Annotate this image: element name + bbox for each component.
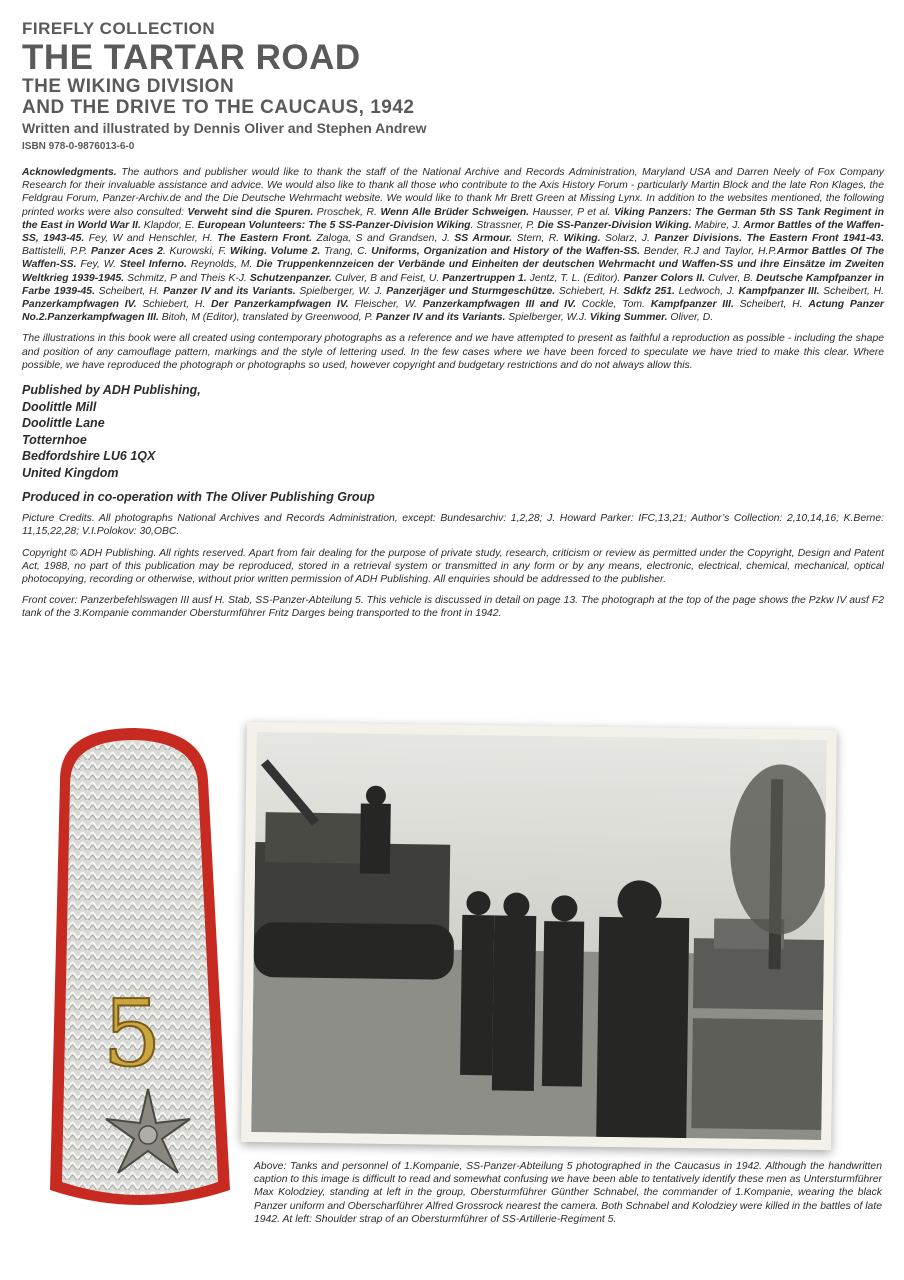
publisher-line: Bedfordshire LU6 1QX [22, 449, 156, 464]
copyright-notice: Copyright © ADH Publishing. All rights reserved. Apart from fair dealing for the purpose of private study, research, criticism or review as permitted under the Copyright, Design and Patent Act, 1988, no part of this publication may be reproduced, stored in a retrieval system or transmitted in any form or by any means, electronic, electrical, chemical, mechanical, optical photocopying, recording or otherwise, without prior written permission of ADH Publishing. All enquiries should be addressed to the publisher. [22, 547, 884, 586]
ack-text: Schmitz, P and Theis K-J. [124, 272, 250, 284]
credits-body [22, 166, 884, 629]
picture-credits: Picture Credits. All photographs National Archives and Records Administration, except: Bundesarchiv: 1,2,28; J. Howard Parker: IFC,13,21; Author’s Collection: 2,10,14,16; K.Berne: 11,15,22,28; V.I.Polokov: 30,OBC. [22, 513, 884, 538]
series-name: FIREFLY COLLECTION [22, 19, 216, 38]
historical-photo [241, 722, 837, 1150]
ack-text: Scheibert, H. [94, 285, 164, 297]
publisher-line: United Kingdom [22, 465, 119, 480]
publisher-line: Totternhoe [22, 432, 87, 447]
ack-text: . Strassner, P. [470, 219, 538, 231]
ack-work-title: Panzer IV and its Variants. [163, 285, 296, 297]
illustrations-paragraph: The illustrations in this book were all created using contemporary photographs as a reference and we have attempted to present as faithful a reproduction as possible - including the shape and position of any camouflage pattern, markings and the style of lettering used. In the few cases where we have been forced to speculate we have tried to make this clear. Where possible, we have reproduced the photograph or photographs so used, however copyright and budgetary restrictions and do not always allow this. [22, 333, 884, 371]
front-cover-note: Front cover: Panzerbefehlswagen III ausf H. Stab, SS-Panzer-Abteilung 5. This vehicle is discussed in detail on page 13. The photograph at the top of the page shows the Pzkw IV ausf F2 tank of the 3.Kompanie commander Obersturmführer Fritz Darges being transported to the front in 1942. [22, 595, 884, 620]
ack-text: Solarz, J. [600, 233, 655, 245]
ack-work-title: Panzer Divisions. The Eastern Front 1941-43. [654, 233, 884, 245]
ack-work-title: Verweht sind die Spuren. [187, 206, 314, 218]
ack-work-title: Panzerkampfwagen IV. [22, 299, 137, 311]
ack-text: Scheibert, H. [733, 299, 809, 311]
ack-work-title: Uniforms, Organization and History of the Waffen-SS. [371, 246, 641, 258]
ack-text: Ledwoch, J. [674, 285, 739, 297]
ack-text: Jentz, T. L. (Editor). [526, 272, 624, 284]
ack-work-title: Panzerkampfwagen III and IV. [422, 299, 576, 311]
ack-text: Reynolds, M. [186, 259, 257, 271]
acknowledgments-paragraph [22, 166, 884, 324]
ack-text: Fleischer, W. [348, 299, 423, 311]
ack-work-title: Schutzenpanzer. [249, 272, 332, 284]
ack-text: Battistelli, P.P. [22, 246, 91, 258]
publisher-address [22, 382, 884, 481]
shoulder-strap-image [40, 720, 245, 1220]
ack-text: Culver, B. [704, 272, 757, 284]
ack-text: Hausser, P et al. [529, 206, 614, 218]
ack-text: Scheibert, H. [819, 285, 884, 297]
ack-work-title: Panzerjäger und Sturmgeschütze. [386, 285, 556, 297]
ack-work-title: Panzer IV and its Variants. [375, 312, 506, 324]
ack-text: Oliver, D. [667, 312, 714, 324]
ack-work-title: Armor Battles Of The Waffen-SS. [22, 246, 885, 271]
publisher-line: Published by ADH Publishing, [22, 383, 201, 398]
ack-text: Proschek, R. [313, 206, 381, 218]
ack-text: Trang, C. [320, 246, 372, 258]
ack-text: Fey, W and Henschler, H. [84, 233, 218, 245]
publisher-line: Doolittle Mill [22, 399, 97, 414]
ack-text: Cockle, Tom. [576, 299, 651, 311]
ack-work-title: Die Truppenkennzeicen der Verbände und Einheiten der deutschen Wehrmacht und Waffen-SS und ihre Einsätze im Zweiten Weltkrieg 1939-1945. [22, 259, 884, 284]
ack-text: Mabire, J. [691, 219, 744, 231]
acknowledgments-label: Acknowledgments. [22, 167, 117, 178]
ack-work-title: Actung Panzer No.2.Panzerkampfwagen III. [22, 299, 884, 324]
ack-text: Zaloga, S and Grandsen, J. [312, 233, 455, 245]
ack-work-title: Die SS-Panzer-Division Wiking. [537, 219, 692, 231]
book-subtitle-line-2: AND THE DRIVE TO THE CAUCAUS, 1942 [22, 97, 415, 118]
publisher-line: Doolittle Lane [22, 416, 105, 431]
isbn: ISBN 978-0-9876013-6-0 [22, 141, 135, 152]
ack-work-title: Kampfpanzer III. [650, 299, 734, 311]
book-subtitle-line-1: THE WIKING DIVISION [22, 76, 235, 97]
ack-text: Klapdor, E. [140, 219, 198, 231]
ack-text: Fey, W. [76, 259, 120, 271]
ack-work-title: Wiking. Volume 2. [230, 246, 321, 258]
ack-work-title: Panzer Aces 2 [90, 246, 163, 258]
ack-work-title: Wenn Alle Brüder Schweigen. [380, 206, 530, 218]
ack-text: . Kurowski, F. [162, 246, 231, 258]
ack-text: Spielberger, W. J. [295, 285, 387, 297]
ack-work-title: Viking Summer. [589, 312, 668, 324]
ack-text: Bitoh, M (Editor), translated by Greenwood, P. [158, 312, 376, 324]
book-title: THE TARTAR ROAD [22, 38, 361, 77]
ack-work-title: Deutsche Kampfpanzer in Farbe 1939-45. [22, 272, 884, 297]
ack-text: Spielberger, W.J. [505, 312, 590, 324]
ack-work-title: Armor Battles of the Waffen-SS, 1943-45. [22, 219, 884, 245]
ack-text: Schiebert, H. [555, 285, 624, 297]
ack-work-title: Sdkfz 251. [623, 285, 675, 297]
photo-caption: Above: Tanks and personnel of 1.Kompanie, SS-Panzer-Abteilung 5 photographed in the Caucasus in 1942. Although the handwritten caption to this image is difficult to read and somewhat confusing we have been able to tentatively identify these men as Untersturmführer Max Kolodziey, standing at left in the group, Obersturmführer Günther Schnabel, the commander of 1.Kompanie, wearing the black Panzer uniform and Oberscharführer Alfred Grossrock nearest the camera. Both Schnabel and Kolodziey were killed in the battles of late 1942. At left: Shoulder strap of an Obersturmführer of SS-Artillerie-Regiment 5. [254, 1161, 882, 1225]
ack-text: Schiebert, H. [136, 299, 212, 311]
ack-work-title: Viking Panzers: The German 5th SS Tank Regiment in the East in World War II. [22, 206, 884, 231]
ack-text: Bender, R.J and Taylor, H.P. [640, 246, 777, 258]
title-block [22, 18, 892, 153]
ack-work-title: Steel Inferno. [120, 259, 187, 271]
ack-work-title: The Eastern Front. [217, 233, 313, 245]
authors-line: Written and illustrated by Dennis Oliver and Stephen Andrew [22, 120, 427, 136]
strap-number: 5 [102, 980, 162, 1087]
ack-work-title: European Volunteers: The 5 SS-Panzer-Division Wiking [197, 219, 471, 231]
ack-text: Stern, R. [512, 233, 564, 245]
ack-text: The authors and publisher would like to thank the staff of the National Archive and Records Administration, Maryland USA and Darren Neely of Fox Company Research for their invaluable assistance and advice. We would also like to thank all those who contribute to the Axis History Forum - particularly Martin Block and the late Ron Klages, the Feldgrau Forum, Panzer-Archiv.de and the Die Deutsche Wehrmacht website. We would like to thank Mr Brett Green at Missing Lynx. In addition to the websites mentioned, the following printed works were also consulted: [22, 167, 884, 218]
ack-work-title: Der Panzerkampfwagen IV. [211, 299, 349, 311]
produced-line: Produced in co-operation with The Oliver Publishing Group [22, 490, 375, 505]
ack-work-title: Wiking. [563, 233, 601, 245]
ack-work-title: Panzer Colors II. [623, 272, 705, 284]
ack-work-title: Kampfpanzer III. [738, 285, 820, 297]
ack-work-title: Panzertruppen 1. [442, 272, 527, 284]
ack-text: Culver, B and Feist, U. [331, 272, 443, 284]
ack-work-title: SS Armour. [454, 233, 513, 245]
